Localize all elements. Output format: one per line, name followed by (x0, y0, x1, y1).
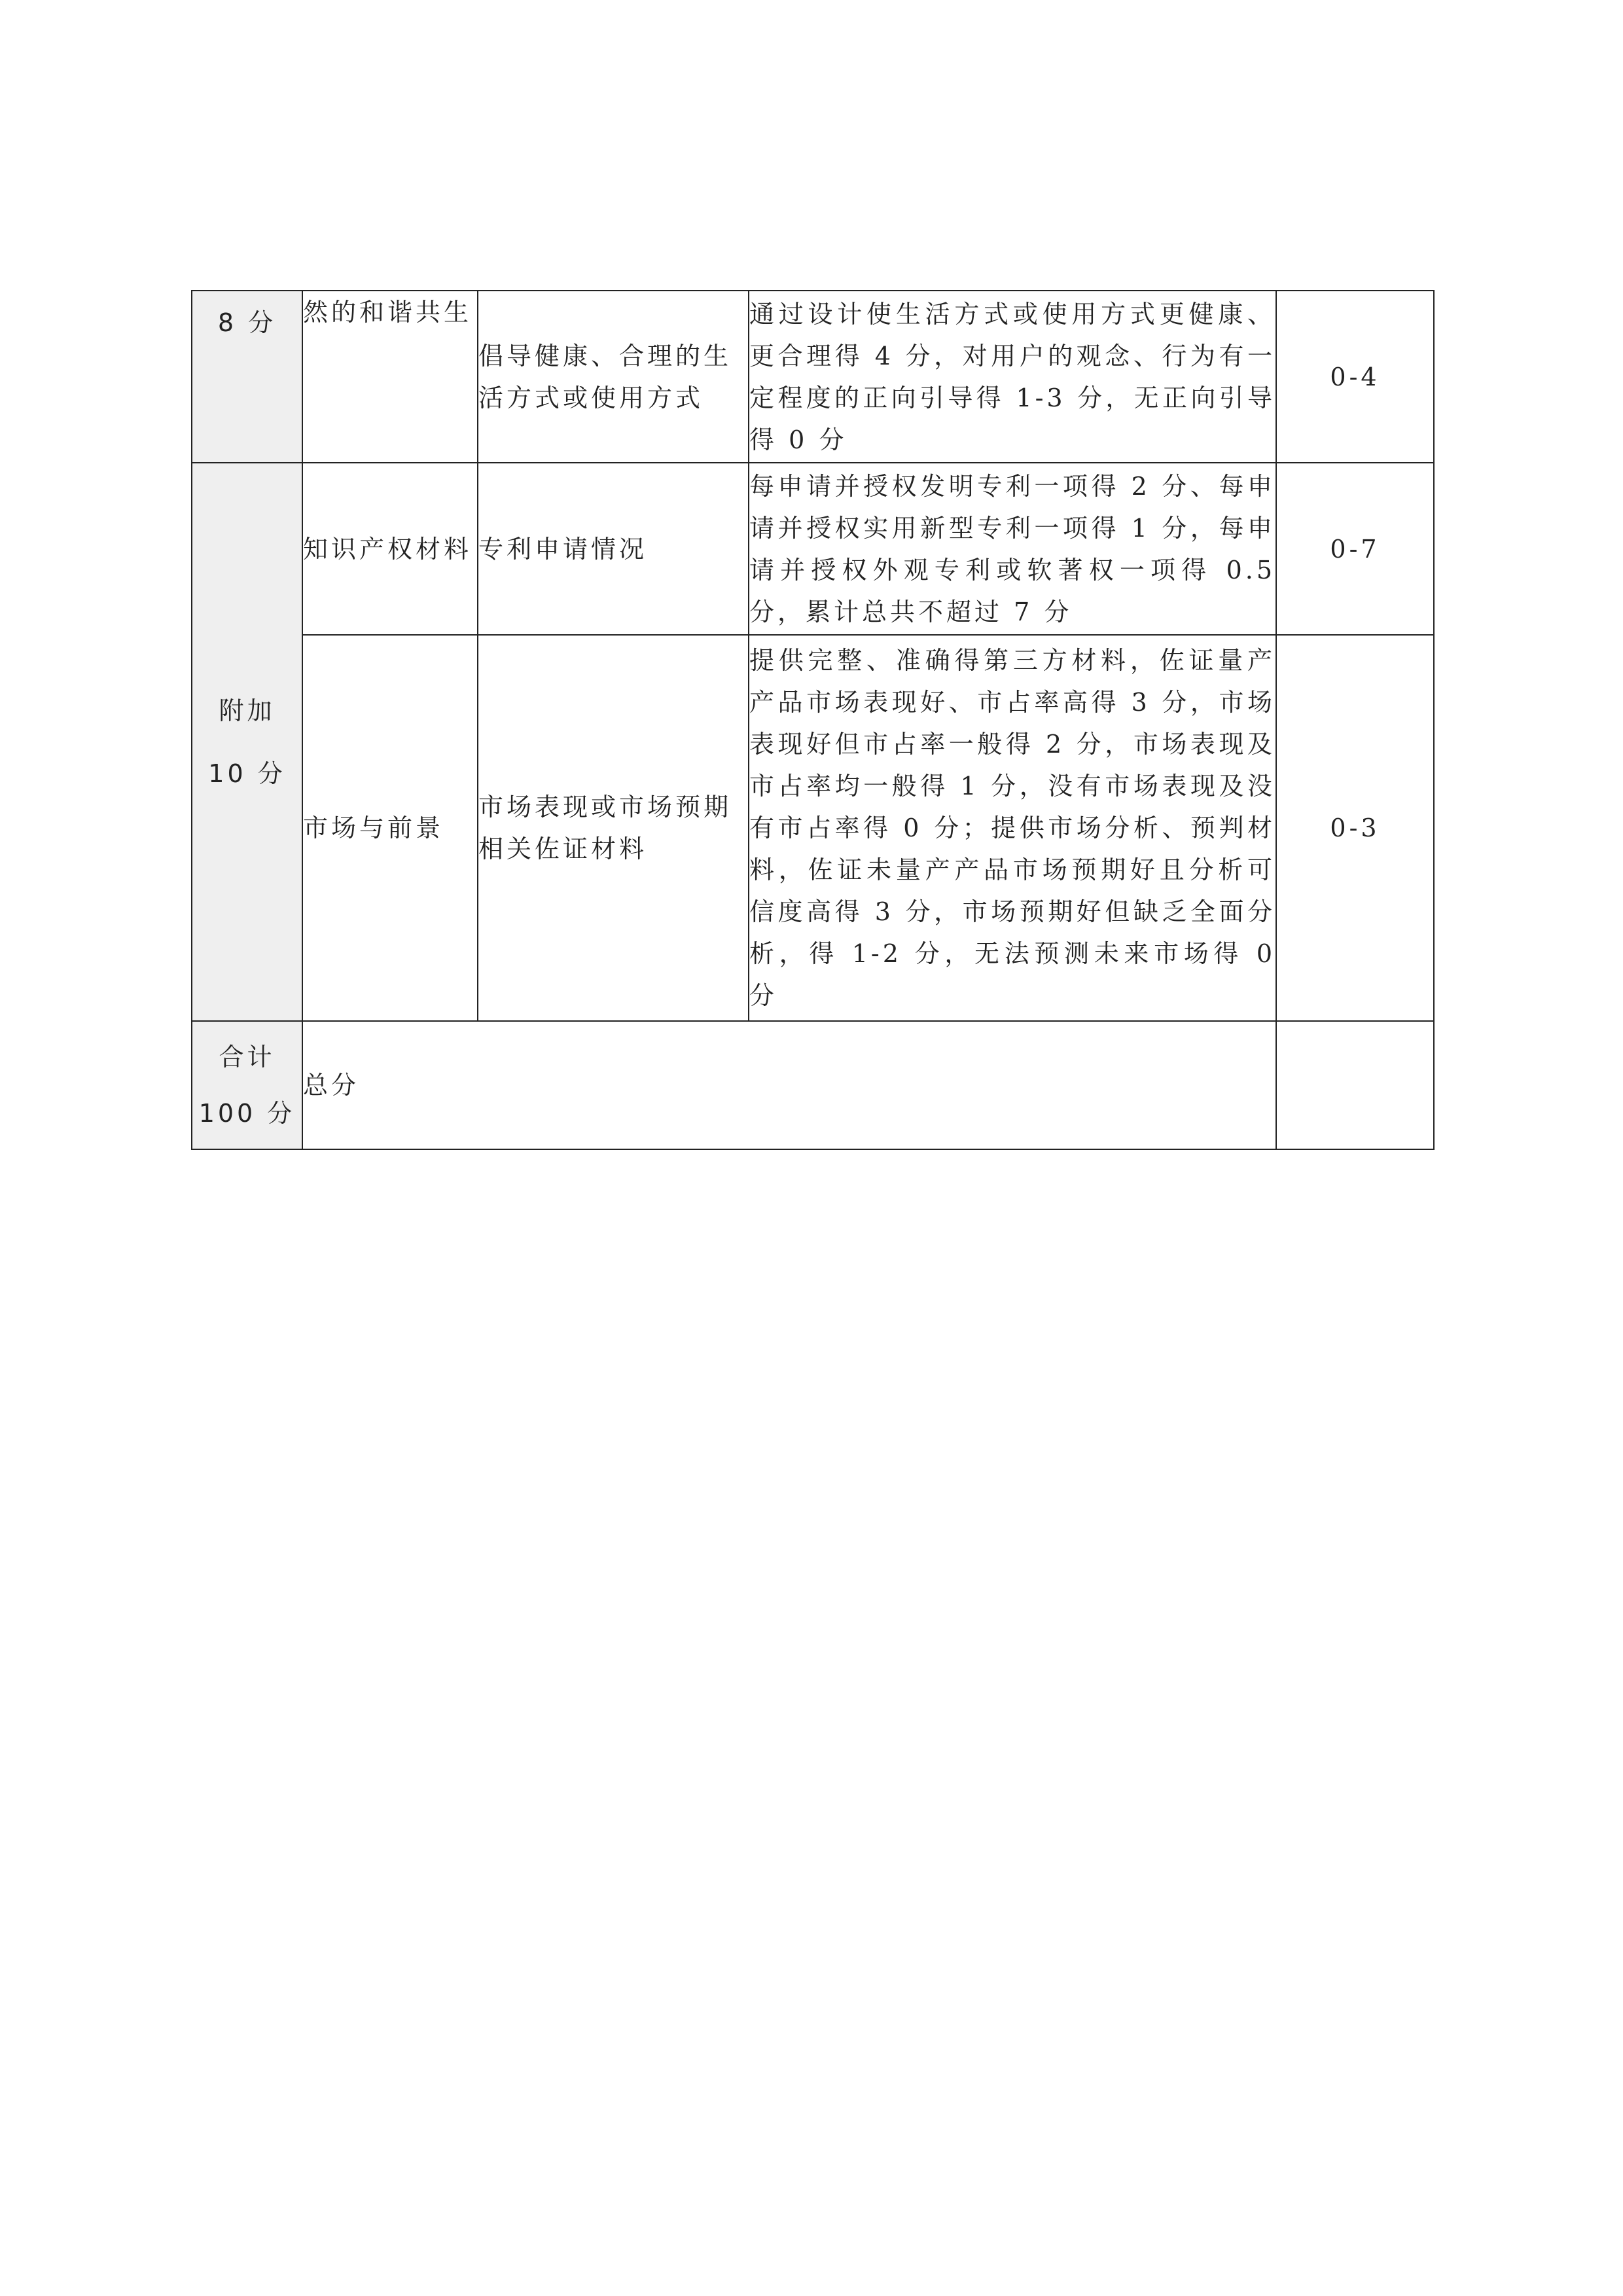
total-label: 总分 (303, 1071, 360, 1100)
standard-cell (478, 463, 749, 635)
table-row (192, 291, 1434, 463)
item-cell (302, 463, 478, 635)
scoring-table (191, 290, 1435, 1150)
score-range: 0-7 (1330, 534, 1380, 564)
category-score: 100 分 (198, 1099, 296, 1128)
score-range-cell (1276, 635, 1434, 1021)
category-cell (192, 291, 302, 463)
standard-cell (478, 291, 749, 463)
category-score: 10 分 (208, 759, 286, 788)
standard-text: 倡导健康、合理的生活方式或使用方式 (478, 341, 732, 412)
item-name: 知识产权材料 (303, 534, 473, 564)
description-cell (749, 635, 1276, 1021)
score-range: 0-4 (1330, 362, 1380, 391)
description-cell (749, 291, 1276, 463)
item-name: 然的和谐共生 (303, 298, 473, 327)
total-label-cell (302, 1021, 1276, 1149)
category-name: 附加 (219, 696, 276, 725)
category-score: 8 分 (217, 308, 277, 337)
description-text: 提供完整、准确得第三方材料，佐证量产产品市场表现好、市占率高得 3 分，市场表现好但市占率一般得 2 分，市场表现及市占率均一般得 1 分，没有市场表现及没有市占率得 0 分；提供市场分析、预判材料，佐证未量产产品市场预期好且分析可信度高得 3 分，市场预期好但缺乏全面分析，得 1-2 分，无法预测未来市场得 0 分 (749, 646, 1275, 1010)
score-range-cell (1276, 463, 1434, 635)
item-cell (302, 635, 478, 1021)
standard-cell (478, 635, 749, 1021)
category-cell (192, 463, 302, 1021)
item-cell (302, 291, 478, 463)
score-range-cell (1276, 291, 1434, 463)
table-row (192, 635, 1434, 1021)
description-text: 通过设计使生活方式或使用方式更健康、更合理得 4 分，对用户的观念、行为有一定程度的正向引导得 1-3 分，无正向引导得 0 分 (749, 299, 1275, 454)
category-cell (192, 1021, 302, 1149)
table-row-total (192, 1021, 1434, 1149)
description-cell (749, 463, 1276, 635)
standard-text: 市场表现或市场预期相关佐证材料 (478, 793, 732, 863)
standard-text: 专利申请情况 (478, 534, 648, 564)
item-name: 市场与前景 (303, 814, 444, 842)
total-score-cell (1276, 1021, 1434, 1149)
table-row (192, 463, 1434, 635)
description-text: 每申请并授权发明专利一项得 2 分、每申请并授权实用新型专利一项得 1 分，每申请并授权外观专利或软著权一项得 0.5 分，累计总共不超过 7 分 (749, 471, 1275, 626)
category-name: 合计 (219, 1043, 276, 1071)
score-range: 0-3 (1330, 814, 1380, 842)
